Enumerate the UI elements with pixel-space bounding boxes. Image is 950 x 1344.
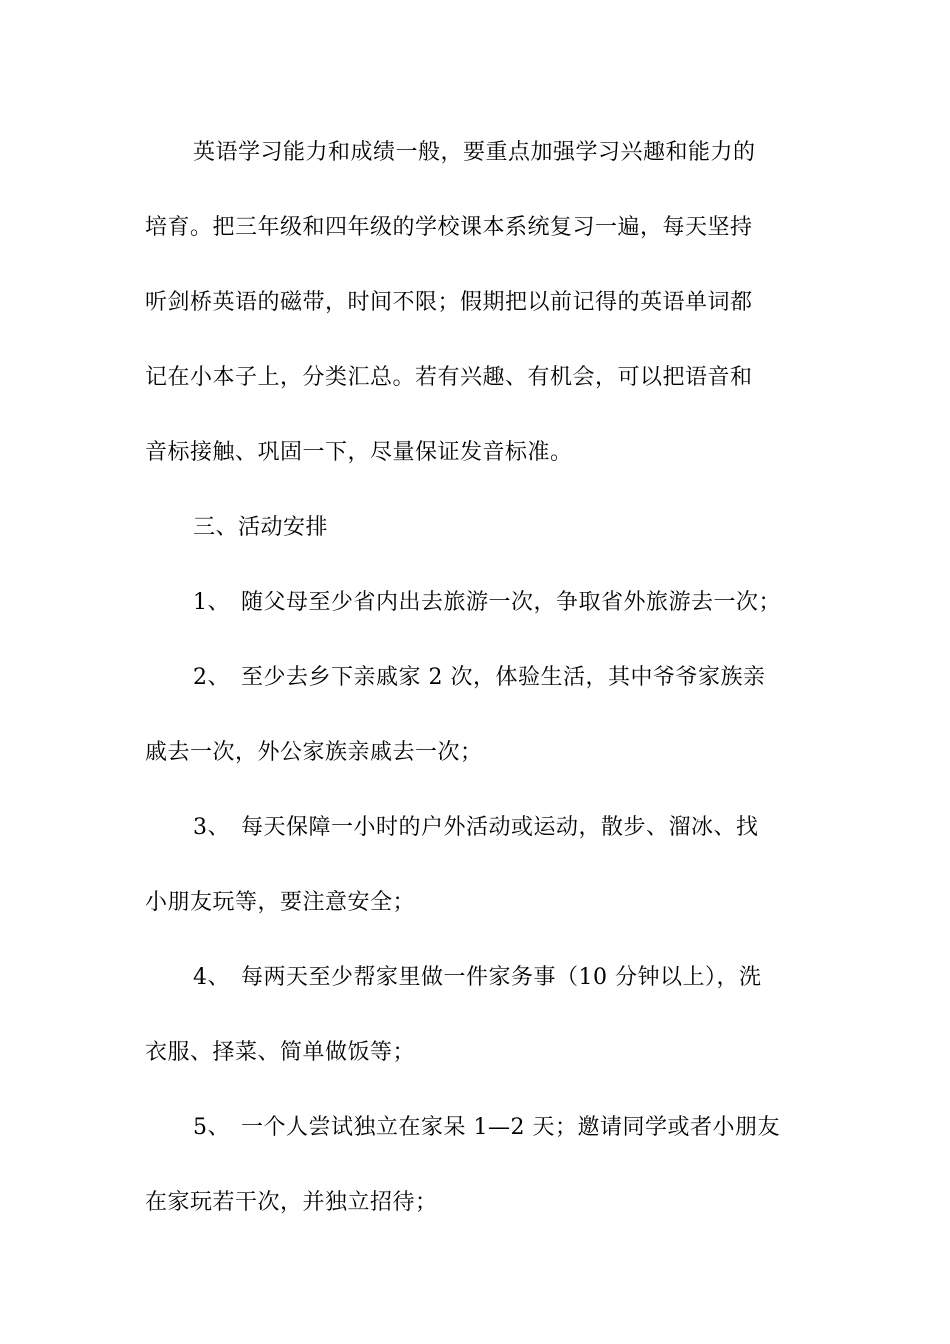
paragraph-line: 培育。把三年级和四年级的学校课本系统复习一遍，每天坚持: [145, 215, 753, 240]
item-text: 随父母至少省内出去旅游一次，争取省外旅游去一次；: [241, 590, 782, 615]
paragraph-line: 英语学习能力和成绩一般，要重点加强学习兴趣和能力的: [193, 140, 756, 165]
list-item: [193, 963, 810, 993]
item-number: 1、: [193, 590, 230, 615]
item-continuation: 小朋友玩等，要注意安全；: [145, 890, 416, 915]
paragraph-line: 音标接触、巩固一下，尽量保证发音标准。: [145, 440, 573, 465]
item-continuation: 在家玩若干次，并独立招待；: [145, 1190, 438, 1215]
list-item: [193, 588, 810, 618]
paragraph-line: 记在小本子上，分类汇总。若有兴趣、有机会，可以把语音和: [145, 365, 753, 390]
list-item: [193, 813, 810, 843]
section-heading: 三、活动安排: [193, 515, 329, 540]
item-text: 一个人尝试独立在家呆 1—2 天；邀请同学或者小朋友: [241, 1115, 780, 1140]
item-continuation: 衣服、择菜、简单做饭等；: [145, 1040, 416, 1065]
paragraph-line: 听剑桥英语的磁带，时间不限；假期把以前记得的英语单词都: [145, 290, 753, 315]
list-item: [193, 663, 810, 693]
item-continuation: 戚去一次，外公家族亲戚去一次；: [145, 740, 483, 765]
list-item: [193, 1113, 810, 1143]
item-number: 2、: [193, 665, 230, 690]
item-text: 每两天至少帮家里做一件家务事（10 分钟以上），洗: [241, 965, 762, 990]
item-text: 至少去乡下亲戚家 2 次，体验生活，其中爷爷家族亲: [241, 665, 766, 690]
item-text: 每天保障一小时的户外活动或运动，散步、溜冰、找: [241, 815, 759, 840]
item-number: 4、: [193, 965, 230, 990]
item-number: 3、: [193, 815, 230, 840]
item-number: 5、: [193, 1115, 230, 1140]
